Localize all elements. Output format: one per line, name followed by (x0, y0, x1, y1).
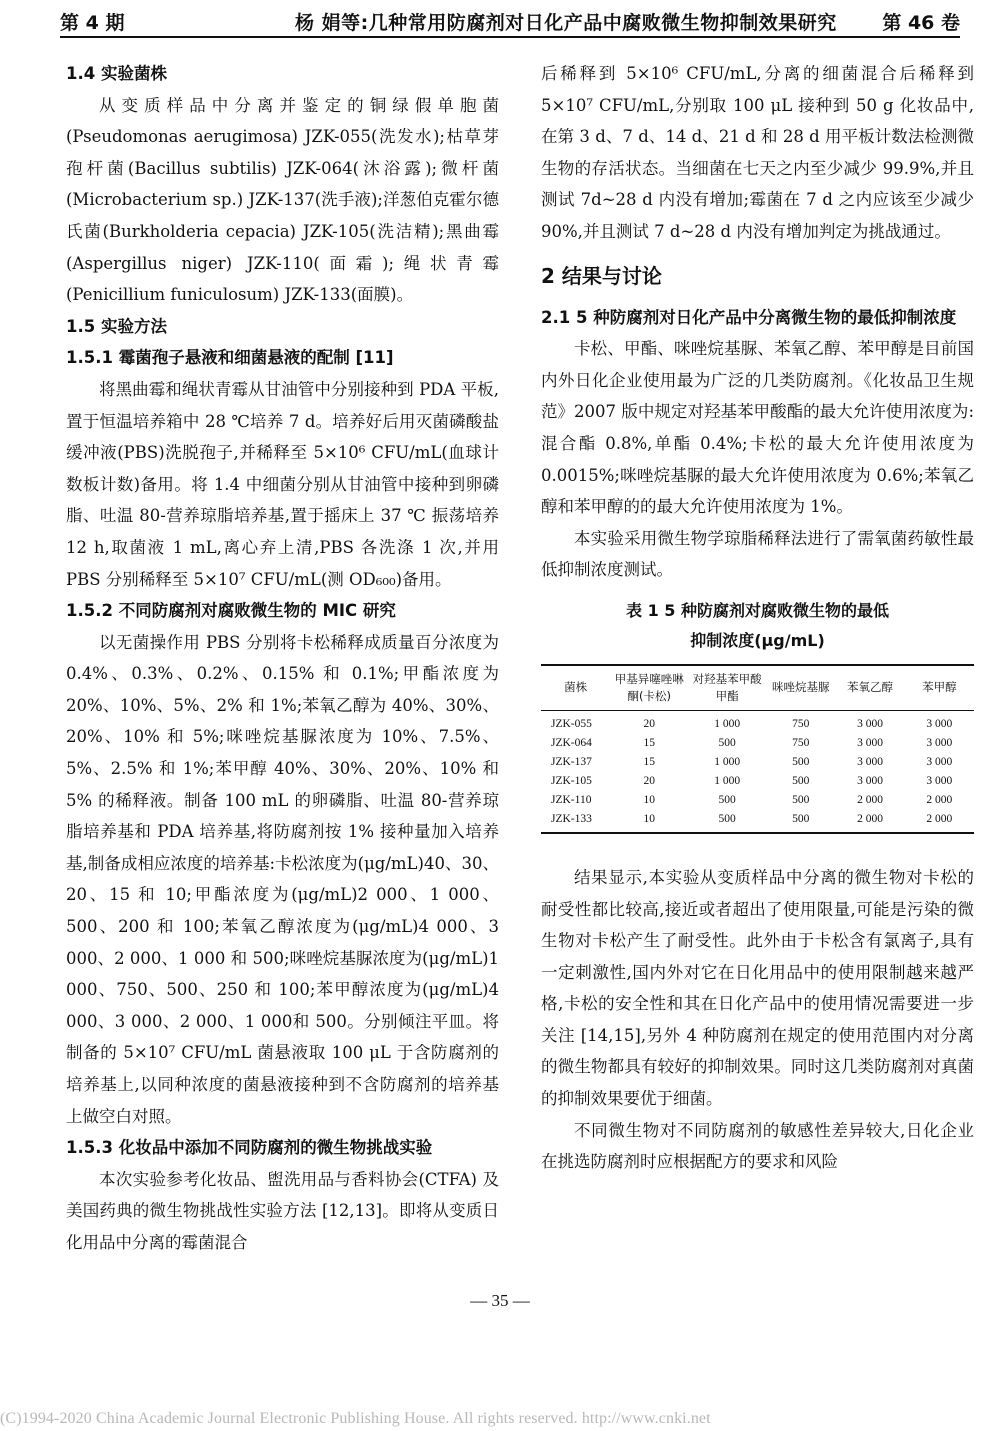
sensitivity-paragraph: 不同微生物对不同防腐剂的敏感性差异较大,日化企业在挑选防腐剂时应根据配方的要求和风险 (541, 1120, 974, 1172)
challenge-test-paragraph: 本次实验参考化妆品、盥洗用品与香料协会(CTFA) 及美国药典的微生物挑战性实验方法 [12,13]。即将从变质日化用品中分离的霉菌混合 (66, 1169, 499, 1252)
mic-method-paragraph: 以无菌操作用 PBS 分别将卡松稀释成质量百分浓度为 0.4%、0.3%、0.2%、0.15% 和 0.1%;甲酯浓度为 20%、10%、5%、2% 和 1%;苯氧乙醇为 40%、30%、20%、10% 和 5%;咪唑烷基脲浓度为 10%、7.5%、5%、2.5% 和 1%;苯甲醇 40%、30%、20%、10% 和 5% 的稀释液。制备 100 mL 的卵磷脂、吐温 80-营养琼脂培养基和 PDA 培养基,将防腐剂按 1% 接种量加入培养基,制备成相应浓度的培养基:卡松浓度为(μg/mL)40、30、20、15 和 10;甲酯浓度为(μg/mL)2 000、1 000、500、200 和 100;苯氧乙醇浓度为(μg/mL)4 000、3 000、2 000、1 000 和 500;咪唑烷基脲浓度为(μg/mL)1 000、750、500、250 和 100;苯甲醇浓度为(μg/mL)4 000、3 000、2 000、1 000和 500。分别倾注平皿。将制备的 5×10⁷ CFU/mL 菌悬液取 100 μL 于含防腐剂的培养基上,以同种浓度的菌悬液接种到不含防腐剂的培养基上做空白对照。 (66, 632, 499, 1126)
table-cell: JZK-137 (551, 755, 592, 768)
table-cell: JZK-105 (551, 774, 592, 787)
table-row (541, 791, 974, 810)
spore-suspension-paragraph: 将黑曲霉和绳状青霉从甘油管中分别接种到 PDA 平板,置于恒温培养箱中 28 ℃培养 7 d。培养好后用灭菌磷酸盐缓冲液(PBS)洗脱孢子,并稀释至 5×10⁶ CFU/mL(血球计数板计数)备用。将 1.4 中细菌分别从甘油管中接种到卵磷脂、吐温 80-营养琼脂培养基,置于摇床上 37 ℃ 振荡培养 12 h,取菌液 1 mL,离心弃上清,PBS 各洗涤 1 次,并用 PBS 分别稀释至 5×10⁷ CFU/mL(测 OD₆₀₀)备用。 (66, 379, 499, 589)
table-cell: 500 (766, 810, 835, 833)
table-cell: 3 000 (857, 717, 883, 730)
table-header-cell: 对羟基苯甲酸甲酯 (688, 665, 766, 711)
table-cell: 2 000 (905, 810, 974, 833)
table-cell: 3 000 (926, 717, 953, 730)
results-paragraph: 结果显示,本实验从变质样品中分离的微生物对卡松的耐受性都比较高,接近或者超出了使用限量,可能是污染的微生物对卡松产生了耐受性。此外由于卡松含有氯离子,具有一定刺激性,国内外对它在日化用品中的使用限制越来越严格,卡松的安全性和其在日化产品中的使用情况需要进一步关注 [14,15],另外 4 种防腐剂在规定的使用范围内对分离的微生物都具有较好的抑制效果。同时这几类防腐剂对真菌的抑制效果要优于细菌。 (541, 867, 974, 1109)
table-row (541, 734, 974, 753)
strains-paragraph: 从变质样品中分离并鉴定的铜绿假单胞菌(Pseudomonas aerugimosa) JZK-055(洗发水);枯草芽孢杆菌(Bacillus subtilis) JZK-064(沐浴露);微杆菌(Microbacterium sp.) JZK-137(洗手液);洋葱伯克霍尔德氏菌(Burkholderia cepacia) JZK-105(洗洁精);黑曲霉(Aspergillus niger) JZK-110(面霜);绳状青霉(Penicillium funiculosum) JZK-133(面膜)。 (66, 95, 499, 305)
table-caption-line-1: 表 1 5 种防腐剂对腐败微生物的最低 (626, 600, 889, 620)
table-row (541, 753, 974, 772)
table-cell: 10 (643, 793, 655, 806)
section-1-4-heading: 1.4 实验菌株 (66, 64, 167, 83)
table-cell: 500 (792, 774, 810, 787)
table-cell: 500 (792, 755, 810, 768)
table-cell: JZK-055 (551, 717, 592, 730)
running-title: 杨 娟等:几种常用防腐剂对日化产品中腐败微生物抑制效果研究 (295, 12, 837, 34)
table-cell: 1 000 (714, 717, 741, 730)
volume-number: 第 46 卷 (882, 12, 960, 34)
table-cell: 15 (643, 736, 655, 749)
table-cell: 1 000 (714, 755, 741, 768)
preservatives-paragraph: 卡松、甲酯、咪唑烷基脲、苯氧乙醇、苯甲醇是目前国内外日化企业使用最为广泛的几类防腐剂。《化妆品卫生规范》2007 版中规定对羟基苯甲酸酯的最大允许使用浓度为:混合酯 0.8%,单酯 0.4%;卡松的最大允许使用浓度为 0.0015%;咪唑烷基脲的最大允许使用浓度为 0.6%;苯氧乙醇和苯甲醇的的最大允许使用浓度为 1%。 (541, 339, 974, 517)
section-1-5-heading: 1.5 实验方法 (66, 316, 167, 336)
table-cell: 1 000 (714, 774, 741, 787)
running-header (60, 6, 960, 38)
table-cell: 2 000 (926, 793, 953, 806)
table-caption (541, 596, 974, 656)
right-column (541, 58, 974, 1178)
table-cell: 3 000 (926, 755, 953, 768)
table-cell: 750 (792, 736, 810, 749)
table-cell: 10 (610, 810, 688, 833)
section-2-heading: 2 结果与讨论 (541, 263, 662, 288)
table-cell: 500 (718, 793, 736, 806)
copyright-footer: (C)1994-2020 China Academic Journal Electronic Publishing House. All rights reserved. http://www.cnki.net (0, 1410, 711, 1427)
table-cell: 500 (792, 793, 810, 806)
page-number: — 35 — (470, 1291, 530, 1310)
section-1-5-2-heading: 1.5.2 不同防腐剂对腐败微生物的 MIC 研究 (66, 601, 396, 621)
section-2-1-heading: 2.1 5 种防腐剂对日化产品中分离微生物的最低抑制浓度 (541, 307, 957, 327)
table-cell: 3 000 (857, 755, 883, 768)
table-cell: 2 000 (835, 810, 904, 833)
table-cell: JZK-064 (551, 736, 592, 749)
table-cell: 3 000 (857, 774, 883, 787)
table-cell: 15 (643, 755, 655, 768)
issue-number: 第 4 期 (60, 12, 125, 34)
challenge-test-continued: 后稀释到 5×10⁶ CFU/mL,分离的细菌混合后稀释到 5×10⁷ CFU/mL,分别取 100 μL 接种到 50 g 化妆品中,在第 3 d、7 d、14 d、21 d 和 28 d 用平板计数法检测微生物的存活状态。当细菌在七天之内至少减少 99.9%,并且测试 7d~28 d 内没有增加;霉菌在 7 d 之内应该至少减少 90%,并且测试 7 d~28 d 内没有增加判定为挑战通过。 (541, 64, 974, 241)
mic-table (541, 664, 974, 834)
table-cell: 500 (688, 810, 766, 833)
table-header-cell: 苯氧乙醇 (835, 665, 904, 711)
left-column (66, 58, 499, 1259)
table-cell: 20 (643, 717, 655, 730)
table-header-row (541, 665, 974, 711)
table-cell: 500 (718, 736, 736, 749)
table-cell: 3 000 (926, 774, 953, 787)
section-1-5-1-heading: 1.5.1 霉菌孢子悬液和细菌悬液的配制 [11] (66, 348, 394, 368)
table-cell: 3 000 (926, 736, 953, 749)
table-header-cell: 咪唑烷基脲 (766, 665, 835, 711)
table-cell: JZK-110 (551, 793, 592, 806)
method-paragraph: 本实验采用微生物学琼脂稀释法进行了需氧菌药敏性最低抑制浓度测试。 (541, 528, 974, 580)
table-caption-line-2: 抑制浓度(μg/mL) (690, 630, 825, 650)
table-row (541, 810, 974, 833)
table-cell: 750 (792, 717, 810, 730)
table-header-cell: 甲基异噻唑啉酮(卡松) (610, 665, 688, 711)
table-header-cell: 菌株 (541, 665, 610, 711)
table-cell: 2 000 (857, 793, 883, 806)
table-cell: 20 (643, 774, 655, 787)
table-row (541, 710, 974, 734)
table-row (541, 772, 974, 791)
section-1-5-3-heading: 1.5.3 化妆品中添加不同防腐剂的微生物挑战实验 (66, 1138, 433, 1158)
table-cell: 3 000 (857, 736, 883, 749)
table-header-cell: 苯甲醇 (905, 665, 974, 711)
table-cell: JZK-133 (541, 810, 610, 833)
